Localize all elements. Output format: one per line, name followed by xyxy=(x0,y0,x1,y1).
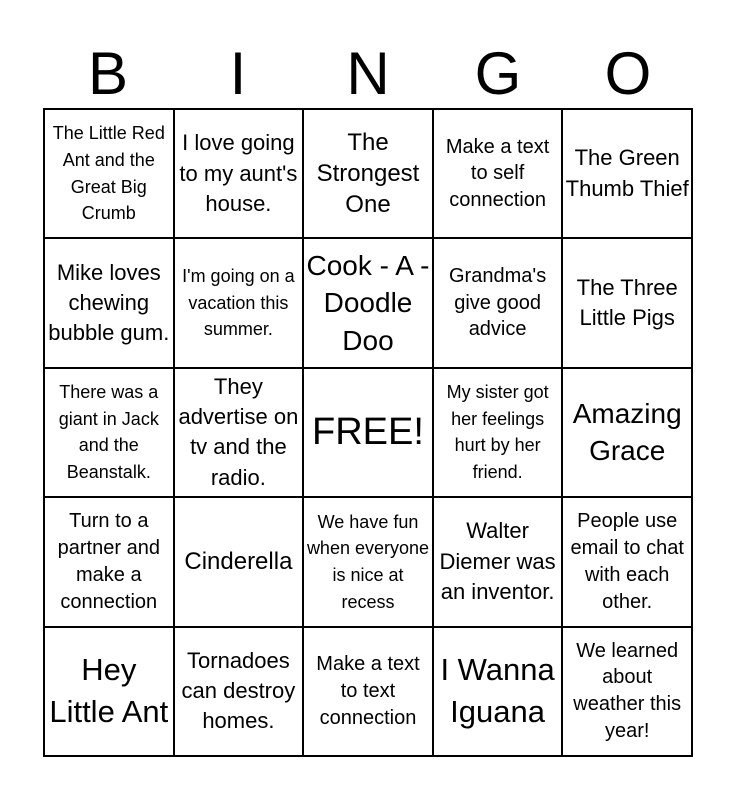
bingo-cell-r3-c4[interactable] xyxy=(433,368,563,497)
cell-text: I Wanna Iguana xyxy=(440,652,555,730)
bingo-cell-r5-c2[interactable] xyxy=(174,627,304,756)
bingo-cell-r1-c5[interactable] xyxy=(562,109,692,238)
bingo-cell-r2-c5[interactable] xyxy=(562,238,692,367)
cell-text: Amazing Grace xyxy=(572,398,682,467)
cell-text: Cook - A - Doodle Doo xyxy=(306,250,430,356)
cell-text: I'm going on a vacation this summer. xyxy=(182,266,295,340)
cell-text: The Strongest One xyxy=(316,128,420,219)
cell-text: Cinderella xyxy=(184,548,293,576)
bingo-header xyxy=(43,40,693,108)
cell-text: Make a text to self connection xyxy=(445,135,550,212)
bingo-cell-r5-c3[interactable] xyxy=(303,627,433,756)
bingo-cell-r5-c5[interactable] xyxy=(562,627,692,756)
bingo-cell-r4-c5[interactable] xyxy=(562,497,692,626)
header-letter-o: O xyxy=(604,40,652,107)
bingo-cell-r5-c4[interactable] xyxy=(433,627,563,756)
bingo-cell-r3-c3[interactable] xyxy=(303,368,433,497)
cell-text: We learned about weather this year! xyxy=(573,639,682,743)
cell-text: The Little Red Ant and the Great Big Crumb xyxy=(52,123,165,224)
cell-text: I love going to my aunt's house. xyxy=(179,130,298,216)
cell-text: Walter Diemer was an inventor. xyxy=(439,518,556,605)
cell-text: They advertise on tv and the radio. xyxy=(178,373,299,490)
cell-text: We have fun when everyone is nice at recess xyxy=(306,511,430,612)
cell-text: Grandma's give good advice xyxy=(449,264,547,341)
free-space-label: FREE! xyxy=(312,411,424,454)
bingo-cell-r2-c1[interactable] xyxy=(44,238,174,367)
bingo-cell-r4-c4[interactable] xyxy=(433,497,563,626)
header-letter-n: N xyxy=(346,40,390,107)
cell-text: Turn to a partner and make a connection xyxy=(57,510,160,613)
bingo-board xyxy=(43,108,693,757)
header-letter-g: G xyxy=(474,40,522,107)
cell-text: The Three Little Pigs xyxy=(576,274,678,331)
cell-text: Make a text to text connection xyxy=(316,653,420,729)
cell-text: The Green Thumb Thief xyxy=(565,145,689,201)
bingo-cell-r2-c4[interactable] xyxy=(433,238,563,367)
cell-text: People use email to chat with each other. xyxy=(570,510,684,613)
bingo-cell-r3-c2[interactable] xyxy=(174,368,304,497)
bingo-cell-r3-c1[interactable] xyxy=(44,368,174,497)
cell-text: Hey Little Ant xyxy=(49,652,169,730)
bingo-cell-r4-c2[interactable] xyxy=(174,497,304,626)
header-letter-b: B xyxy=(87,40,129,107)
cell-text: My sister got her feelings hurt by her friend. xyxy=(446,382,549,483)
bingo-cell-r5-c1[interactable] xyxy=(44,627,174,756)
bingo-cell-r2-c3[interactable] xyxy=(303,238,433,367)
bingo-cell-r1-c1[interactable] xyxy=(44,109,174,238)
header-letter-i: I xyxy=(229,40,247,107)
bingo-cell-r4-c1[interactable] xyxy=(44,497,174,626)
bingo-cell-r3-c5[interactable] xyxy=(562,368,692,497)
bingo-cell-r1-c3[interactable] xyxy=(303,109,433,238)
cell-text: Tornadoes can destroy homes. xyxy=(181,647,296,734)
bingo-cell-r2-c2[interactable] xyxy=(174,238,304,367)
cell-text: Mike loves chewing bubble gum. xyxy=(48,259,170,346)
bingo-cell-r1-c2[interactable] xyxy=(174,109,304,238)
bingo-cell-r4-c3[interactable] xyxy=(303,497,433,626)
bingo-cell-r1-c4[interactable] xyxy=(433,109,563,238)
cell-text: There was a giant in Jack and the Beanstalk. xyxy=(58,382,159,483)
